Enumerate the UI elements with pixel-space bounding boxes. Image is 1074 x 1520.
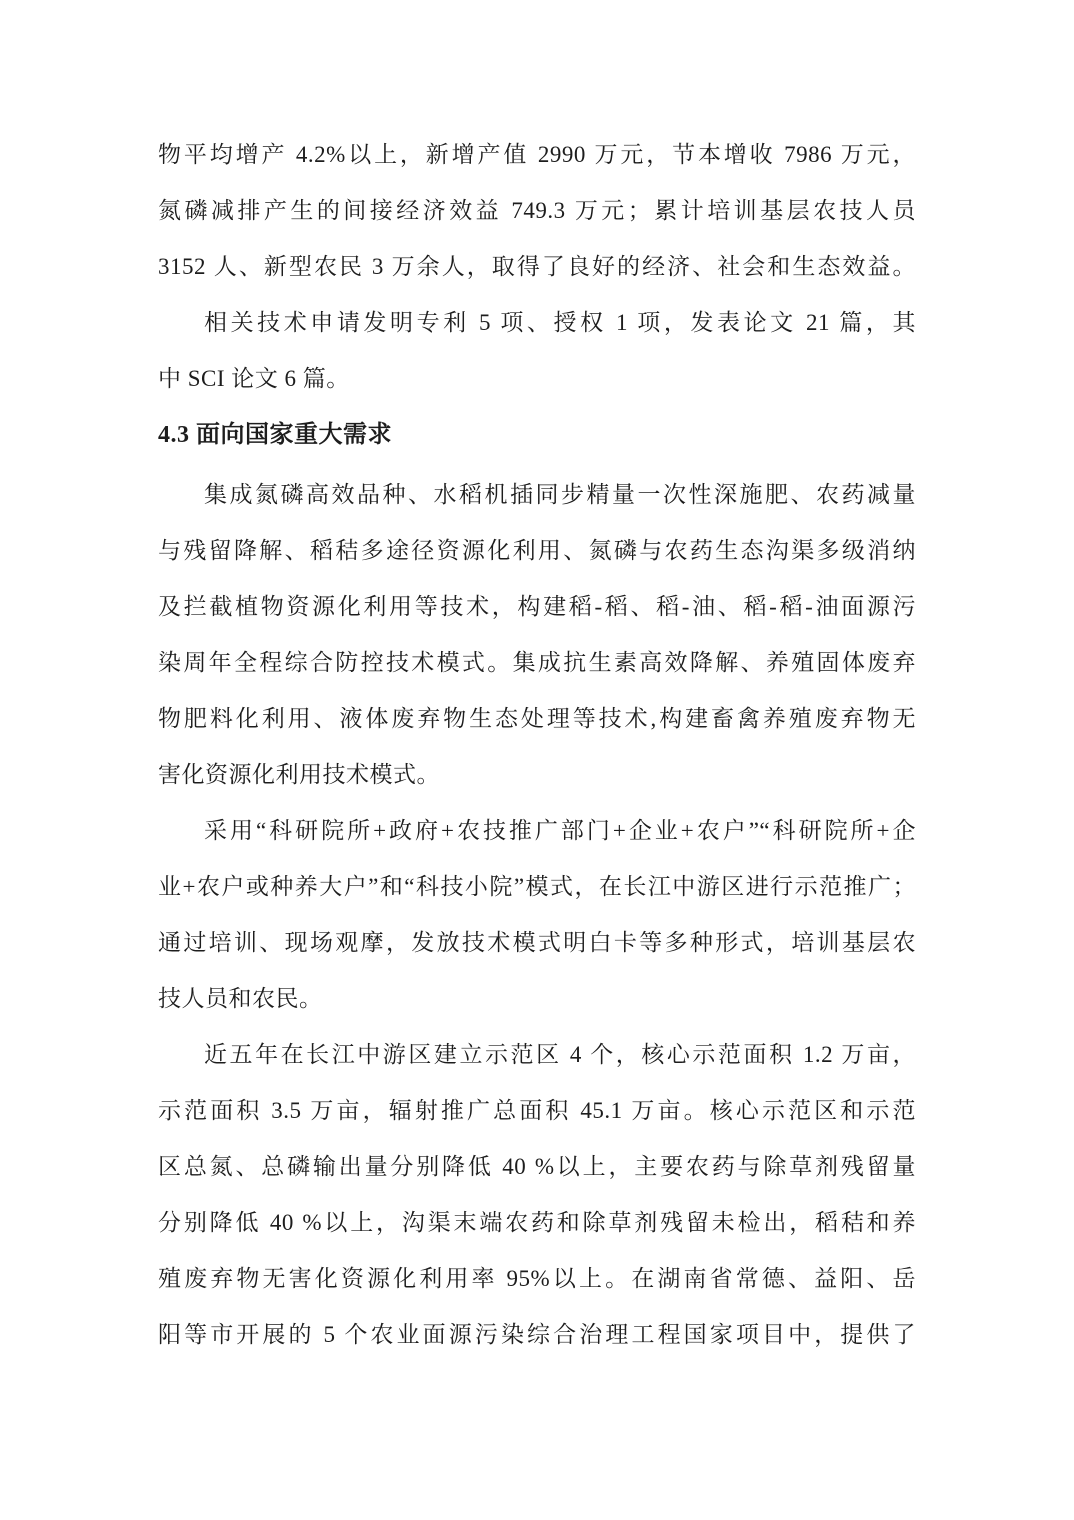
text-line: 业+农户或种养大户”和“科技小院”模式，在长江中游区进行示范推广； <box>158 874 916 899</box>
paragraph-patents <box>158 295 916 407</box>
text-line: 物肥料化利用、液体废弃物生态处理等技术,构建畜禽养殖废弃物无 <box>158 706 916 731</box>
paragraph-continuation <box>158 127 916 295</box>
paragraph-demonstration-results <box>158 1027 916 1363</box>
text-line: 采用“科研院所+政府+农技推广部门+企业+农户”“科研院所+企 <box>204 818 916 843</box>
section-heading-4-3: 4.3 面向国家重大需求 <box>158 422 392 448</box>
text-line: 分别降低 40 %以上，沟渠末端农药和除草剂残留未检出，稻秸和养 <box>158 1210 916 1235</box>
text-line: 技人员和农民。 <box>158 986 323 1011</box>
text-line: 氮磷减排产生的间接经济效益 749.3 万元；累计培训基层农技人员 <box>158 198 916 223</box>
text-line: 近五年在长江中游区建立示范区 4 个，核心示范面积 1.2 万亩， <box>204 1042 916 1067</box>
paragraph-promotion-model <box>158 803 916 1027</box>
text-line: 3152 人、新型农民 3 万余人，取得了良好的经济、社会和生态效益。 <box>158 254 916 279</box>
text-line: 示范面积 3.5 万亩，辐射推广总面积 45.1 万亩。核心示范区和示范 <box>158 1098 916 1123</box>
text-line: 阳等市开展的 5 个农业面源污染综合治理工程国家项目中，提供了 <box>158 1322 916 1347</box>
text-line: 殖废弃物无害化资源化利用率 95%以上。在湖南省常德、益阳、岳 <box>158 1266 916 1291</box>
paragraph-technology-integration <box>158 467 916 803</box>
text-line: 物平均增产 4.2%以上，新增产值 2990 万元，节本增收 7986 万元， <box>158 142 916 167</box>
text-line: 集成氮磷高效品种、水稻机插同步精量一次性深施肥、农药减量 <box>204 482 916 507</box>
text-line: 及拦截植物资源化利用等技术，构建稻-稻、稻-油、稻-稻-油面源污 <box>158 594 916 619</box>
text-line: 中 SCI 论文 6 篇。 <box>158 366 350 391</box>
text-line: 区总氮、总磷输出量分别降低 40 %以上，主要农药与除草剂残留量 <box>158 1154 916 1179</box>
text-line: 通过培训、现场观摩，发放技术模式明白卡等多种形式，培训基层农 <box>158 930 916 955</box>
text-line: 相关技术申请发明专利 5 项、授权 1 项，发表论文 21 篇，其 <box>204 310 916 335</box>
text-line: 与残留降解、稻秸多途径资源化利用、氮磷与农药生态沟渠多级消纳 <box>158 538 916 563</box>
text-line: 染周年全程综合防控技术模式。集成抗生素高效降解、养殖固体废弃 <box>158 650 916 675</box>
text-line: 害化资源化利用技术模式。 <box>158 762 440 787</box>
